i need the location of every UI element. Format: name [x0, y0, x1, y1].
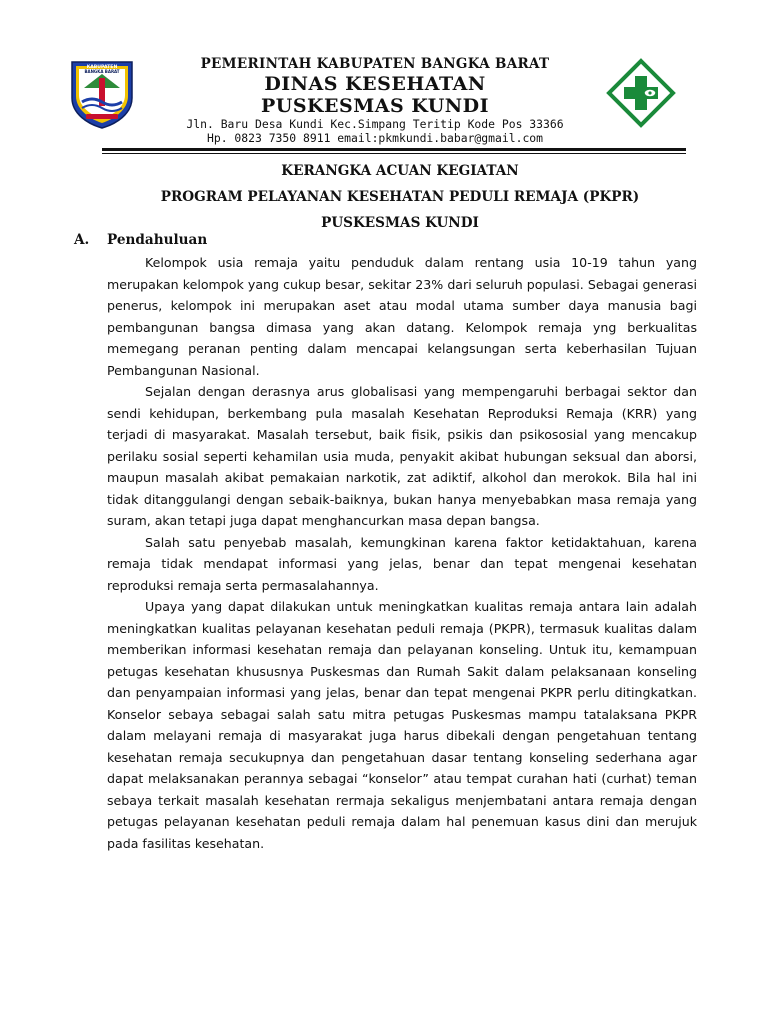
paragraph: Salah satu penyebab masalah, kemungkinan karena faktor ketidaktahuan, karena remaja tidak mendapat informasi yang jelas, benar dan tepat mengenai kesehatan reproduksi remaja serta permasalahannya. — [107, 534, 697, 593]
section-heading — [74, 232, 694, 248]
section-number: A. — [74, 232, 90, 248]
crest-mid-text: BANGKA BARAT — [84, 69, 120, 74]
agency-name: DINAS KESEHATAN — [264, 73, 486, 95]
address-line: Jln. Baru Desa Kundi Kec.Simpang Teritip Kode Pos 33366 — [186, 117, 564, 131]
document-titles — [90, 158, 710, 236]
paragraph: Upaya yang dapat dilakukan untuk meningkatkan kualitas remaja antara lain adalah meningkatkan kualitas pelayanan kesehatan peduli remaja (PKPR), termasuk kualitas dalam memberikan informasi kesehatan remaja dan pelayanan konseling. Untuk itu, kemampuan petugas kesehatan khususnya Puskesmas dan Rumah Sakit dalam pelaksanaan konseling dan penyampaian informasi yang jelas, benar dan tepat mengenai PKPR perlu ditingkatkan. Konselor sebaya sebagai salah satu mitra petugas Puskesmas mampu tatalaksana PKPR dalam melayani remaja di masyarakat juga harus dibekali dengan pengetahuan tentang kesehatan remaja secukupnya dan pengetahuan dasar tentang konseling sederhana agar dapat melaksanakan perannya sebagai “konselor” atau tempat curahan hati (curhat) teman sebaya terkait masalah kesehatan rermaja sekaligus menjembatani antara remaja dengan petugas pelayanan kesehatan peduli remaja dalam hal penemuan kasus dini dan merujuk pada fasilitas kesehatan. — [107, 599, 697, 851]
title-line-1: KERANGKA ACUAN KEGIATAN — [281, 163, 519, 179]
document-body — [107, 252, 697, 854]
regency-crest-icon — [66, 58, 138, 130]
paragraph: Sejalan dengan derasnya arus globalisasi yang mempengaruhi berbagai sektor dan sendi kehidupan, berkembang pula masalah Kesehatan Reproduksi Remaja (KRR) yang terjadi di masyarakat. Masalah tersebut, baik fisik, psikis dan psikososial yang mencakup perilaku sosial seperti kehamilan usia muda, penyakit akibat hubungan seksual dan aborsi, maupun masalah akibat pemakaian narkotik, zat adiktif, alkohol dan merokok. Bila hal ini tidak ditanggulangi dengan sebaik-baiknya, bukan hanya menyebabkan masa remaja yang suram, akan tetapi juga dapat menghancurkan masa depan bangsa. — [107, 384, 697, 528]
puskesmas-cross-icon — [606, 58, 676, 128]
unit-name: PUSKESMAS KUNDI — [260, 95, 490, 117]
title-line-3: PUSKESMAS KUNDI — [321, 215, 479, 231]
letterhead-rule-thick — [102, 148, 686, 151]
crest-top-text: KABUPATEN — [86, 65, 118, 70]
letterhead-rule-thin — [102, 153, 686, 154]
contact-line: Hp. 0823 7350 8911 email:pkmkundi.babar@gmail.com — [206, 131, 544, 145]
paragraph: Kelompok usia remaja yaitu penduduk dalam rentang usia 10-19 tahun yang merupakan kelompok yang cukup besar, sekitar 23% dari seluruh populasi. Sebagai generasi penerus, kelompok ini merupakan aset atau modal utama sumber daya manusia bagi pembangunan bangsa dimasa yang akan datang. Kelompok remaja yng berkualitas memegang peranan penting dalam mencapai kelangsungan serta keberhasilan Tujuan Pembangunan Nasional. — [107, 255, 697, 378]
title-line-2: PROGRAM PELAYANAN KESEHATAN PEDULI REMAJA (PKPR) — [160, 189, 640, 205]
letterhead — [0, 0, 768, 160]
section-title: Pendahuluan — [107, 232, 208, 248]
government-name: PEMERINTAH KABUPATEN BANGKA BARAT — [200, 56, 550, 72]
